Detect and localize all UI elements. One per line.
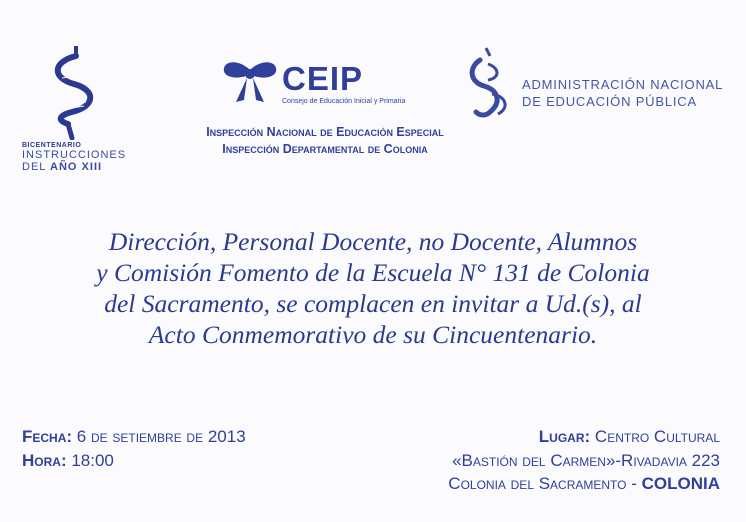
time-value: 18:00 xyxy=(71,450,114,470)
place-value-line1: Centro Cultural xyxy=(594,427,720,446)
inspection-national: Inspección Nacional de Educación Especial xyxy=(206,125,444,139)
bicentenario-label: BICENTENARIO xyxy=(22,142,82,149)
event-date-time xyxy=(22,425,246,472)
date-row xyxy=(22,425,246,449)
time-label: Hora: xyxy=(22,450,67,470)
ceip-logo xyxy=(222,58,472,110)
instrucciones-label: INSTRUCCIONES xyxy=(22,149,127,161)
anio-xiii-label: DEL AÑO XIII xyxy=(22,161,103,173)
ribbon-s-icon xyxy=(46,44,102,140)
invitation-line: del Sacramento, se complacen en invitar a Ud.(s), al xyxy=(104,289,642,318)
anep-line1: ADMINISTRACIÓN NACIONAL xyxy=(522,77,724,92)
inspection-departmental: Inspección Departamental de Colonia xyxy=(222,142,428,156)
time-row xyxy=(22,449,246,473)
ceip-wordmark: CEIP xyxy=(282,60,364,97)
place-row xyxy=(448,425,720,449)
place-value-line2: «Bastión del Carmen»-Rivadavia 223 xyxy=(452,450,720,470)
place-value-line3: Colonia del Sacramento - COLONIA xyxy=(448,474,720,493)
inspection-header xyxy=(160,124,490,158)
date-label: Fecha: xyxy=(22,427,73,446)
invitation-body xyxy=(40,226,706,350)
event-place xyxy=(448,425,720,496)
date-value: 6 de setiembre de 2013 xyxy=(76,427,246,446)
anep-logo xyxy=(466,46,736,118)
ceip-bow-icon xyxy=(222,60,278,106)
invitation-line: Acto Conmemorativo de su Cincuentenario. xyxy=(148,320,598,349)
place-label: Lugar: xyxy=(538,427,591,446)
ceip-subtitle: Consejo de Educación Inicial y Primaria xyxy=(282,98,406,105)
bicentenario-logo xyxy=(22,44,132,194)
anep-name xyxy=(522,76,723,110)
invitation-line: y Comisión Fomento de la Escuela N° 131 de Colonia xyxy=(96,258,650,287)
anep-line2: DE EDUCACIÓN PÚBLICA xyxy=(522,94,697,109)
anep-emblem-icon xyxy=(466,46,518,118)
invitation-line: Dirección, Personal Docente, no Docente, Alumnos xyxy=(108,227,638,256)
